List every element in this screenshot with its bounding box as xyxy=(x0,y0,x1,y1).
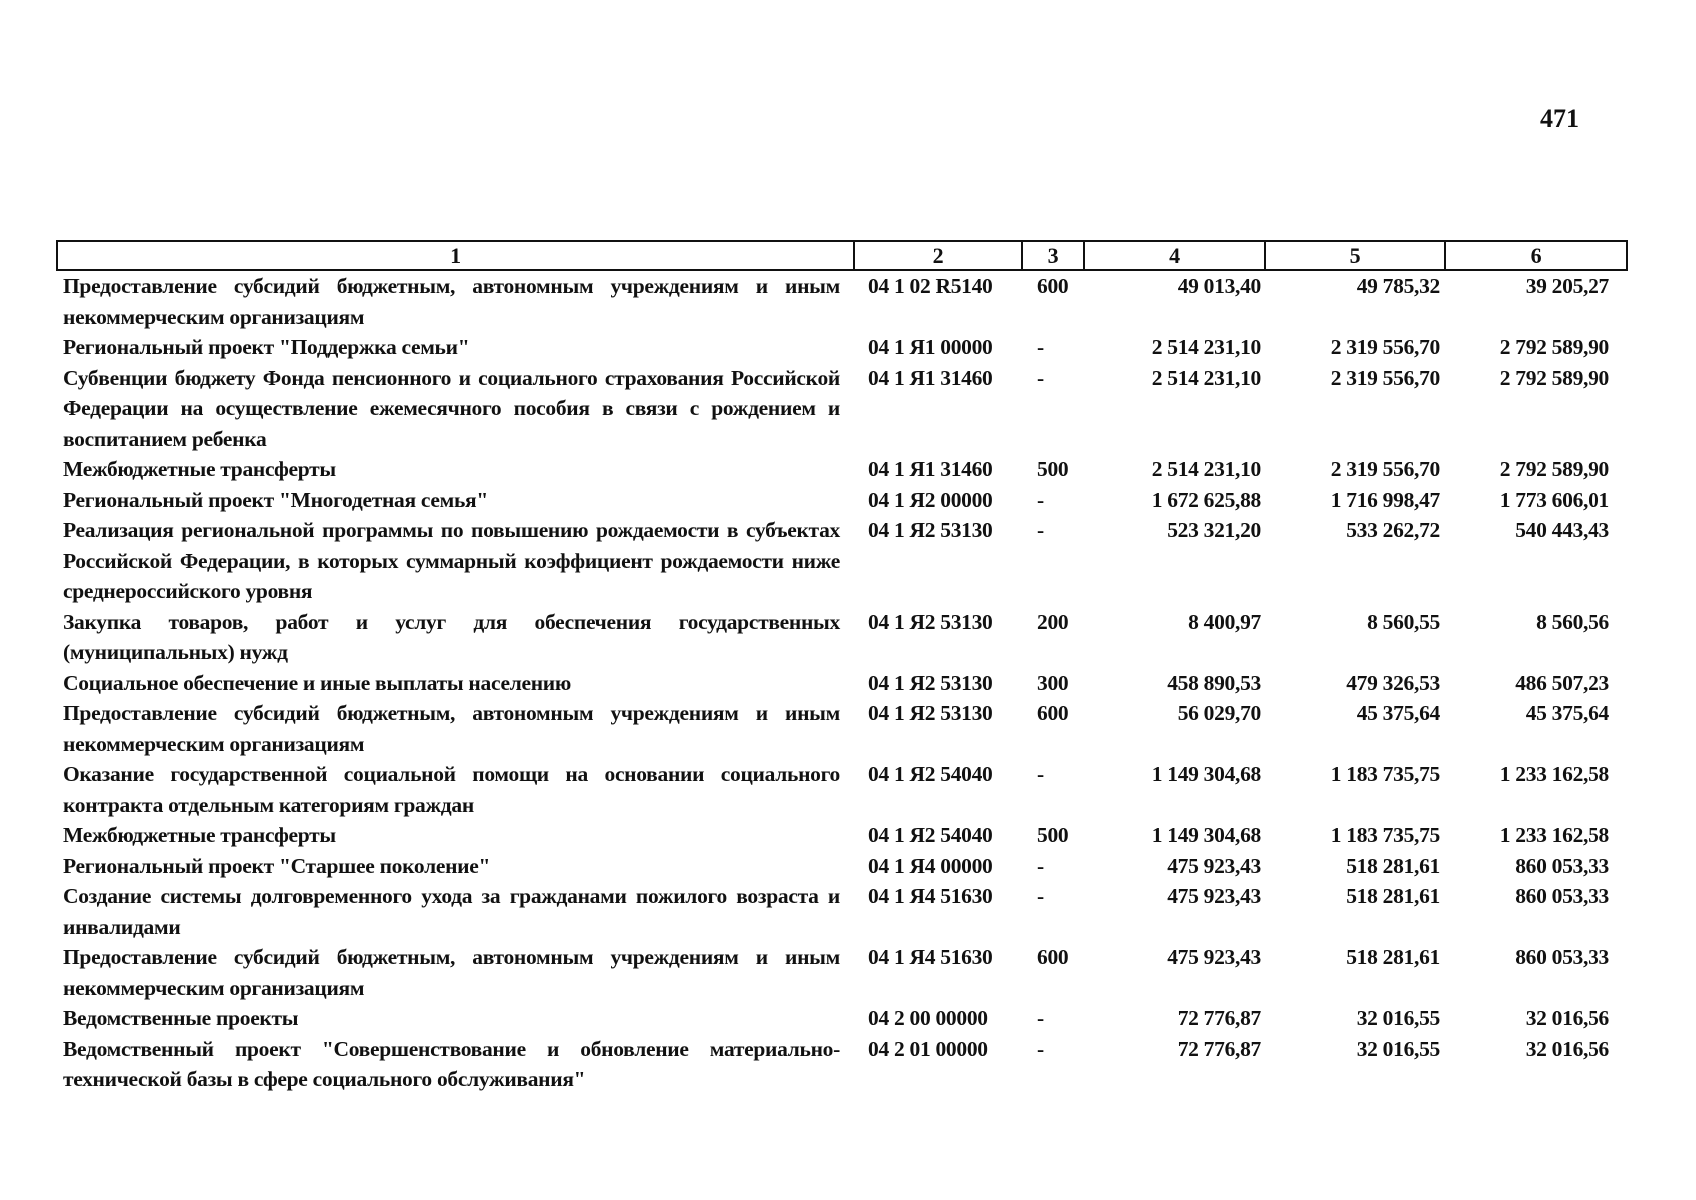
row-value-5: 45 375,64 xyxy=(1356,701,1440,725)
row-code: 04 2 00 00000 xyxy=(868,1006,988,1030)
column-header-2: 2 xyxy=(854,241,1022,270)
row-name: Предоставление субсидий бюджетным, автономным учреждениям и иным некоммерческим организациям xyxy=(63,945,840,1000)
row-value-5: 518 281,61 xyxy=(1346,853,1440,878)
row-value-4: 2 514 231,10 xyxy=(1151,335,1261,359)
row-value-6: 540 443,43 xyxy=(1515,518,1609,542)
row-value-4: 49 013,40 xyxy=(1177,274,1261,298)
row-value-6: 32 016,56 xyxy=(1525,1006,1609,1030)
row-value-4: 523 321,20 xyxy=(1167,518,1261,542)
row-name: Региональный проект "Многодетная семья" xyxy=(63,487,489,512)
row-name: Межбюджетные трансферты xyxy=(63,457,336,481)
row-value-5: 1 183 735,75 xyxy=(1330,823,1440,847)
row-value-6: 39 205,27 xyxy=(1525,274,1609,298)
row-code: 04 1 Я4 00000 xyxy=(868,853,993,878)
row-value-5: 479 326,53 xyxy=(1346,670,1440,695)
row-code: 04 2 01 00000 xyxy=(868,1036,988,1061)
row-expense-type: 600 xyxy=(1037,274,1069,298)
row-value-5: 2 319 556,70 xyxy=(1330,457,1440,481)
table-row xyxy=(57,668,1627,699)
table-row xyxy=(57,851,1627,882)
table-header xyxy=(57,241,1627,270)
row-name: Ведомственные проекты xyxy=(63,1006,299,1030)
row-expense-type: - xyxy=(1037,762,1044,786)
row-value-4: 8 400,97 xyxy=(1188,609,1261,634)
table-body xyxy=(57,270,1627,1095)
row-value-6: 32 016,56 xyxy=(1525,1036,1609,1061)
row-expense-type: 600 xyxy=(1037,701,1069,725)
row-expense-type: 200 xyxy=(1037,609,1069,634)
row-name: Ведомственный проект "Совершенствование и обновление материально-технической базы в сфере социального обслуживания" xyxy=(63,1036,840,1091)
row-code: 04 1 Я2 54040 xyxy=(868,823,993,847)
row-value-6: 860 053,33 xyxy=(1515,945,1609,969)
row-value-5: 2 319 556,70 xyxy=(1330,365,1440,390)
row-name: Региональный проект "Поддержка семьи" xyxy=(63,335,470,359)
row-value-6: 8 560,56 xyxy=(1536,609,1609,634)
table-row xyxy=(57,820,1627,851)
row-value-5: 2 319 556,70 xyxy=(1330,335,1440,359)
table-row xyxy=(57,332,1627,363)
row-value-5: 1 716 998,47 xyxy=(1330,487,1440,512)
row-value-4: 72 776,87 xyxy=(1177,1006,1261,1030)
row-name: Региональный проект "Старшее поколение" xyxy=(63,853,491,878)
row-value-4: 56 029,70 xyxy=(1177,701,1261,725)
row-name: Закупка товаров, работ и услуг для обеспечения государственных (муниципальных) нужд xyxy=(63,609,840,664)
row-value-4: 475 923,43 xyxy=(1167,853,1261,878)
column-header-3: 3 xyxy=(1022,241,1084,270)
row-expense-type: - xyxy=(1037,1036,1044,1061)
table-row xyxy=(57,698,1627,759)
table-row xyxy=(57,454,1627,485)
row-value-6: 1 773 606,01 xyxy=(1499,487,1609,512)
row-value-5: 1 183 735,75 xyxy=(1330,762,1440,786)
row-code: 04 1 Я1 31460 xyxy=(868,365,993,390)
row-expense-type: 600 xyxy=(1037,945,1069,969)
row-expense-type: 500 xyxy=(1037,823,1069,847)
row-value-6: 1 233 162,58 xyxy=(1499,762,1609,786)
row-value-5: 32 016,55 xyxy=(1356,1036,1440,1061)
table-row xyxy=(57,607,1627,668)
row-code: 04 1 Я2 53130 xyxy=(868,670,993,695)
row-name: Субвенции бюджету Фонда пенсионного и социального страхования Российской Федерации на осуществление ежемесячного пособия в связи с рождением и воспитанием ребенка xyxy=(63,365,840,451)
row-value-4: 2 514 231,10 xyxy=(1151,457,1261,481)
table-row xyxy=(57,881,1627,942)
row-code: 04 1 Я2 00000 xyxy=(868,487,993,512)
row-expense-type: 300 xyxy=(1037,670,1069,695)
column-header-5: 5 xyxy=(1265,241,1445,270)
row-value-6: 1 233 162,58 xyxy=(1499,823,1609,847)
row-code: 04 1 Я1 00000 xyxy=(868,335,993,359)
column-header-4: 4 xyxy=(1084,241,1265,270)
row-name: Реализация региональной программы по повышению рождаемости в субъектах Российской Федерации, в которых суммарный коэффициент рождаемости ниже среднероссийского уровня xyxy=(63,518,840,603)
row-value-4: 72 776,87 xyxy=(1177,1036,1261,1061)
column-header-1: 1 xyxy=(57,241,854,270)
row-value-4: 475 923,43 xyxy=(1167,945,1261,969)
row-value-5: 8 560,55 xyxy=(1367,609,1440,634)
row-code: 04 1 Я1 31460 xyxy=(868,457,993,481)
row-name: Социальное обеспечение и иные выплаты населению xyxy=(63,670,571,695)
row-value-6: 860 053,33 xyxy=(1515,853,1609,878)
row-value-6: 2 792 589,90 xyxy=(1499,457,1609,481)
row-value-6: 2 792 589,90 xyxy=(1499,335,1609,359)
row-code: 04 1 Я2 54040 xyxy=(868,762,993,786)
table-row xyxy=(57,759,1627,820)
row-value-6: 45 375,64 xyxy=(1525,701,1609,725)
row-value-6: 486 507,23 xyxy=(1515,670,1609,695)
table-row xyxy=(57,942,1627,1003)
table-row xyxy=(57,1003,1627,1034)
table-row xyxy=(57,485,1627,516)
row-value-4: 475 923,43 xyxy=(1167,884,1261,908)
row-expense-type: - xyxy=(1037,518,1044,542)
row-value-4: 1 149 304,68 xyxy=(1151,762,1261,786)
table-row xyxy=(57,1034,1627,1095)
row-expense-type: - xyxy=(1037,1006,1044,1030)
budget-table xyxy=(56,240,1628,1095)
row-value-4: 458 890,53 xyxy=(1167,670,1261,695)
header-row xyxy=(57,241,1627,270)
row-expense-type: - xyxy=(1037,335,1044,359)
table-row xyxy=(57,515,1627,607)
row-code: 04 1 02 R5140 xyxy=(868,274,993,298)
row-value-6: 2 792 589,90 xyxy=(1499,365,1609,390)
table-row xyxy=(57,363,1627,455)
row-name: Создание системы долговременного ухода за гражданами пожилого возраста и инвалидами xyxy=(63,884,840,939)
row-code: 04 1 Я2 53130 xyxy=(868,701,993,725)
row-value-5: 518 281,61 xyxy=(1346,884,1440,908)
row-code: 04 1 Я4 51630 xyxy=(868,945,993,969)
row-name: Оказание государственной социальной помощи на основании социального контракта отдельным категориям граждан xyxy=(63,762,840,817)
row-code: 04 1 Я4 51630 xyxy=(868,884,993,908)
row-value-5: 533 262,72 xyxy=(1346,518,1440,542)
row-value-4: 1 672 625,88 xyxy=(1151,487,1261,512)
row-name: Предоставление субсидий бюджетным, автономным учреждениям и иным некоммерческим организациям xyxy=(63,701,840,756)
row-name: Предоставление субсидий бюджетным, автономным учреждениям и иным некоммерческим организациям xyxy=(63,274,840,329)
row-value-5: 32 016,55 xyxy=(1356,1006,1440,1030)
row-value-5: 49 785,32 xyxy=(1356,274,1440,298)
row-expense-type: - xyxy=(1037,853,1044,878)
row-value-4: 2 514 231,10 xyxy=(1151,365,1261,390)
column-header-6: 6 xyxy=(1445,241,1627,270)
row-expense-type: - xyxy=(1037,365,1044,390)
row-expense-type: - xyxy=(1037,487,1044,512)
row-code: 04 1 Я2 53130 xyxy=(868,518,993,542)
row-expense-type: - xyxy=(1037,884,1044,908)
row-value-4: 1 149 304,68 xyxy=(1151,823,1261,847)
table-row xyxy=(57,270,1627,332)
row-name: Межбюджетные трансферты xyxy=(63,823,336,847)
page-number: 471 xyxy=(1540,104,1579,133)
row-value-5: 518 281,61 xyxy=(1346,945,1440,969)
row-code: 04 1 Я2 53130 xyxy=(868,609,993,634)
row-expense-type: 500 xyxy=(1037,457,1069,481)
row-value-6: 860 053,33 xyxy=(1515,884,1609,908)
